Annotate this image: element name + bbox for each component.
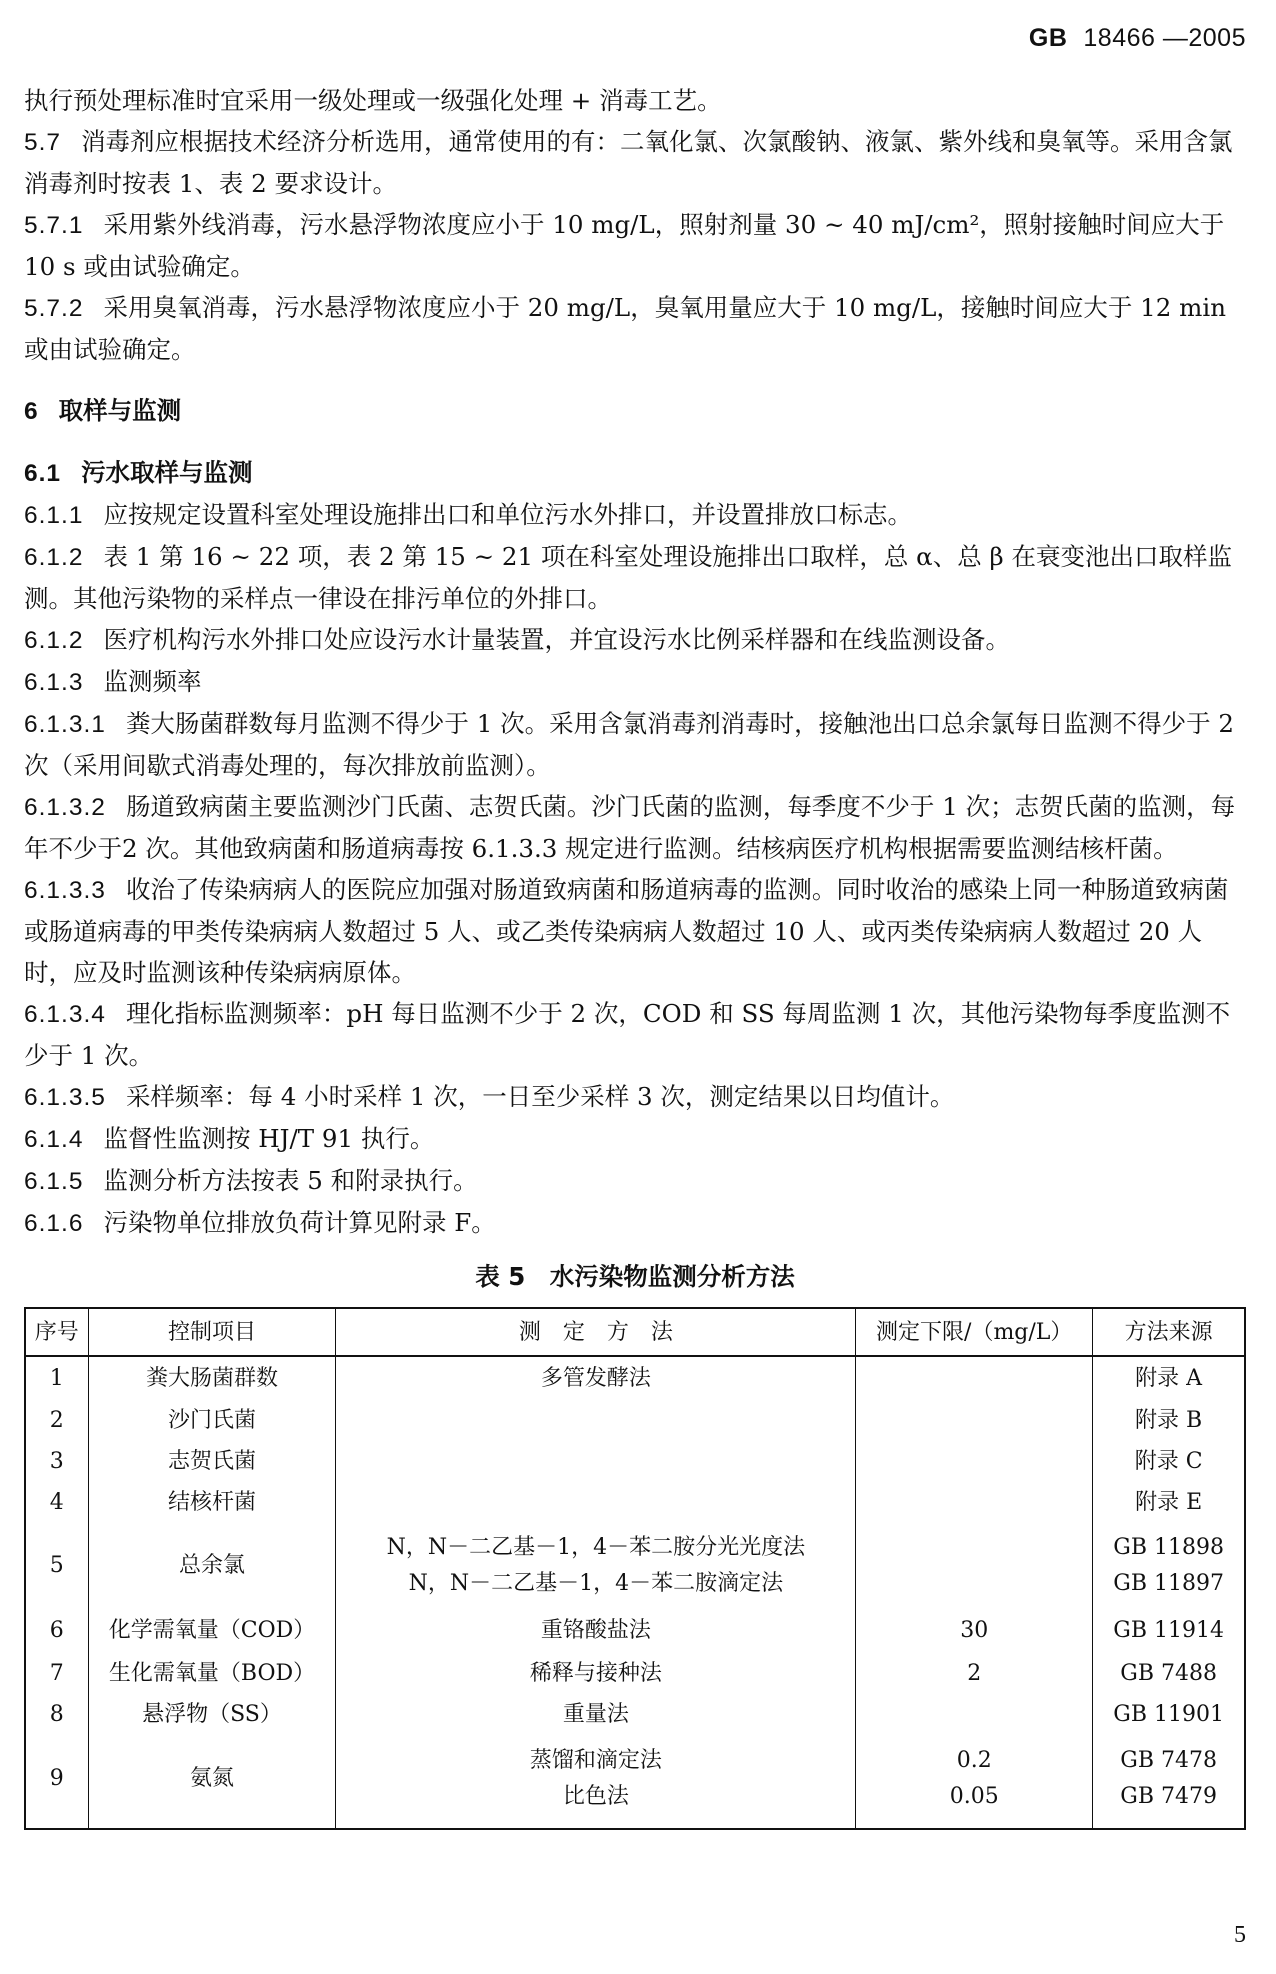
column-header: 测定下限/（mg/L）: [856, 1308, 1093, 1356]
clause-6-1-3-1: [24, 703, 1246, 786]
clause-number: 6.1.3.4: [24, 1001, 106, 1028]
cell-source: GB 11901: [1093, 1694, 1245, 1735]
standard-number: 18466 —2005: [1083, 24, 1246, 52]
table-row: [25, 1735, 1245, 1829]
cell-item: 生化需氧量（BOD）: [88, 1653, 336, 1694]
column-header: 序号: [25, 1308, 88, 1356]
cell-method: 多管发酵法: [336, 1356, 856, 1400]
section-title: 取样与监测: [58, 396, 182, 425]
table-title: 表 5 水污染物监测分析方法: [475, 1262, 795, 1291]
clause-number: 6.1.2: [24, 544, 84, 571]
clause-6-1-2-b: [24, 619, 1246, 661]
paragraph: 执行预处理标准时宜采用一级处理或一级强化处理 + 消毒工艺。: [24, 86, 722, 115]
clause-text: 采样频率：每 4 小时采样 1 次，一日至少采样 3 次，测定结果以日均值计。: [125, 1082, 955, 1111]
method-line: 蒸馏和滴定法: [529, 1747, 662, 1773]
section-number: 6.1: [24, 460, 62, 487]
cell-no: 9: [25, 1735, 88, 1829]
document-body: [24, 80, 1246, 1830]
cell-method: [336, 1735, 856, 1829]
cell-source: GB 11914: [1093, 1609, 1245, 1653]
table-row: [25, 1523, 1245, 1609]
cell-source: 附录 A: [1093, 1356, 1245, 1400]
table-row: [25, 1482, 1245, 1523]
clause-number: 6.1.3.5: [24, 1084, 106, 1111]
table-row: [25, 1609, 1245, 1653]
cell-method: 稀释与接种法: [336, 1653, 856, 1694]
cell-method: 重量法: [336, 1694, 856, 1735]
table-row: [25, 1356, 1245, 1400]
clause-text: 采用紫外线消毒，污水悬浮物浓度应小于 10 mg/L，照射剂量 30 ~ 40 mJ/cm²，照射接触时间应大于 10 s 或由试验确定。: [24, 210, 1225, 281]
cell-no: 3: [25, 1441, 88, 1482]
cell-limit: 2: [856, 1653, 1093, 1694]
cell-limit: [856, 1694, 1093, 1735]
clause-number: 5.7: [24, 129, 62, 156]
clause-number: 5.7.1: [24, 212, 84, 239]
table-row: [25, 1653, 1245, 1694]
clause-6-1-5: [24, 1160, 1246, 1202]
clause-6-1-3-2: [24, 786, 1246, 869]
table-header-row: [25, 1308, 1245, 1356]
source-line: GB 11897: [1113, 1571, 1224, 1596]
cell-item: 沙门氏菌: [88, 1400, 336, 1441]
cell-limit: [856, 1735, 1093, 1829]
clause-6-1-1: [24, 494, 1246, 536]
cell-item: 结核杆菌: [88, 1482, 336, 1523]
column-header: 控制项目: [88, 1308, 336, 1356]
cell-no: 7: [25, 1653, 88, 1694]
page-header: [1029, 24, 1246, 53]
source-line: GB 11898: [1113, 1535, 1224, 1560]
cell-source: [1093, 1735, 1245, 1829]
page-number: 5: [1234, 1922, 1246, 1948]
clause-number: 5.7.2: [24, 295, 84, 322]
column-header: 测 定 方 法: [336, 1308, 856, 1356]
cell-source: 附录 C: [1093, 1441, 1245, 1482]
cell-limit: [856, 1356, 1093, 1400]
monitoring-methods-table: [24, 1307, 1246, 1830]
cell-method: [336, 1523, 856, 1609]
cell-source: 附录 E: [1093, 1482, 1245, 1523]
cell-item: 悬浮物（SS）: [88, 1694, 336, 1735]
cell-item: 化学需氧量（COD）: [88, 1609, 336, 1653]
cell-source: 附录 B: [1093, 1400, 1245, 1441]
cell-source: GB 7488: [1093, 1653, 1245, 1694]
cell-item: 粪大肠菌群数: [88, 1356, 336, 1400]
cell-source: [1093, 1523, 1245, 1609]
section-heading-6: [24, 390, 1246, 432]
table-row: [25, 1441, 1245, 1482]
clause-text: 采用臭氧消毒，污水悬浮物浓度应小于 20 mg/L，臭氧用量应大于 10 mg/L，接触时间应大于 12 min 或由试验确定。: [24, 293, 1226, 364]
cell-method: 重铬酸盐法: [336, 1609, 856, 1653]
cell-item: 志贺氏菌: [88, 1441, 336, 1482]
cell-method: [336, 1482, 856, 1523]
clause-text: 医疗机构污水外排口处应设污水计量装置，并宜设污水比例采样器和在线监测设备。: [103, 625, 1010, 654]
clause-text: 粪大肠菌群数每月监测不得少于 1 次。采用含氯消毒剂消毒时，接触池出口总余氯每日监测不得少于 2 次（采用间歇式消毒处理的，每次排放前监测）。: [24, 709, 1234, 780]
cell-no: 8: [25, 1694, 88, 1735]
cell-limit: 30: [856, 1609, 1093, 1653]
limit-line: 0.2: [956, 1747, 992, 1773]
clause-text: 污染物单位排放负荷计算见附录 F。: [103, 1208, 496, 1237]
method-line: N，N－二乙基－1，4－苯二胺滴定法: [408, 1571, 784, 1596]
clause-6-1-3: [24, 661, 1246, 703]
clause-text: 应按规定设置科室处理设施排出口和单位污水外排口，并设置排放口标志。: [103, 500, 912, 529]
clause-text: 监督性监测按 HJ/T 91 执行。: [103, 1124, 435, 1153]
cell-no: 4: [25, 1482, 88, 1523]
clause-6-1-3-3: [24, 869, 1246, 993]
cell-no: 2: [25, 1400, 88, 1441]
clause-6-1-6: [24, 1202, 1246, 1244]
cell-no: 5: [25, 1523, 88, 1609]
clause-5-7-1: [24, 204, 1246, 287]
source-line: GB 7479: [1120, 1783, 1217, 1809]
table-row: [25, 1400, 1245, 1441]
cell-limit: [856, 1400, 1093, 1441]
source-line: GB 7478: [1120, 1747, 1217, 1773]
clause-text: 消毒剂应根据技术经济分析选用，通常使用的有：二氧化氯、次氯酸钠、液氯、紫外线和臭氧等。采用含氯消毒剂时按表 1、表 2 要求设计。: [24, 127, 1233, 198]
method-line: N，N－二乙基－1，4－苯二胺分光光度法: [386, 1535, 806, 1560]
clause-number: 6.1.3.3: [24, 877, 106, 904]
clause-number: 6.1.2: [24, 627, 84, 654]
table-row: [25, 1694, 1245, 1735]
clause-number: 6.1.6: [24, 1210, 84, 1237]
cell-limit: [856, 1482, 1093, 1523]
clause-text: 理化指标监测频率：pH 每日监测不少于 2 次，COD 和 SS 每周监测 1 次，其他污染物每季度监测不少于 1 次。: [24, 999, 1231, 1070]
cell-method: [336, 1441, 856, 1482]
clause-number: 6.1.3.2: [24, 794, 106, 821]
clause-5-7-2: [24, 287, 1246, 370]
clause-number: 6.1.4: [24, 1126, 84, 1153]
cell-item: 总余氯: [88, 1523, 336, 1609]
clause-text: 监测分析方法按表 5 和附录执行。: [103, 1166, 478, 1195]
limit-line: 0.05: [949, 1783, 999, 1809]
cell-no: 1: [25, 1356, 88, 1400]
cell-no: 6: [25, 1609, 88, 1653]
clause-6-1-4: [24, 1118, 1246, 1160]
clause-5-7: [24, 121, 1246, 204]
clause-text: 收治了传染病病人的医院应加强对肠道致病菌和肠道病毒的监测。同时收治的感染上同一种肠道致病菌或肠道病毒的甲类传染病病人数超过 5 人、或乙类传染病病人数超过 10 人、或丙类传染病病人数超过 20 人时，应及时监测该种传染病病原体。: [24, 875, 1229, 987]
subsection-heading-6-1: [24, 452, 1246, 494]
clause-text: 监测频率: [103, 667, 202, 696]
method-line: 比色法: [562, 1783, 629, 1809]
clause-number: 6.1.3: [24, 669, 84, 696]
clause-number: 6.1.5: [24, 1168, 84, 1195]
section-number: 6: [24, 398, 39, 425]
clause-text: 肠道致病菌主要监测沙门氏菌、志贺氏菌。沙门氏菌的监测，每季度不少于 1 次；志贺氏菌的监测，每年不少于2 次。其他致病菌和肠道病毒按 6.1.3.3 规定进行监测。结核病医疗机构根据需要监测结核杆菌。: [24, 792, 1236, 863]
clause-text: 表 1 第 16 ~ 22 项，表 2 第 15 ~ 21 项在科室处理设施排出口取样，总 α、总 β 在衰变池出口取样监测。其他污染物的采样点一律设在排污单位的外排口。: [24, 542, 1232, 613]
column-header: 方法来源: [1093, 1308, 1245, 1356]
clause-6-1-3-4: [24, 993, 1246, 1076]
cell-item: 氨氮: [88, 1735, 336, 1829]
cell-method: [336, 1400, 856, 1441]
section-title: 污水取样与监测: [81, 458, 253, 487]
clause-6-1-3-5: [24, 1076, 1246, 1118]
clause-number: 6.1.1: [24, 502, 84, 529]
cell-limit: [856, 1523, 1093, 1609]
clause-number: 6.1.3.1: [24, 711, 106, 738]
standard-code: GB: [1028, 24, 1068, 52]
clause-6-1-2-a: [24, 536, 1246, 619]
cell-limit: [856, 1441, 1093, 1482]
